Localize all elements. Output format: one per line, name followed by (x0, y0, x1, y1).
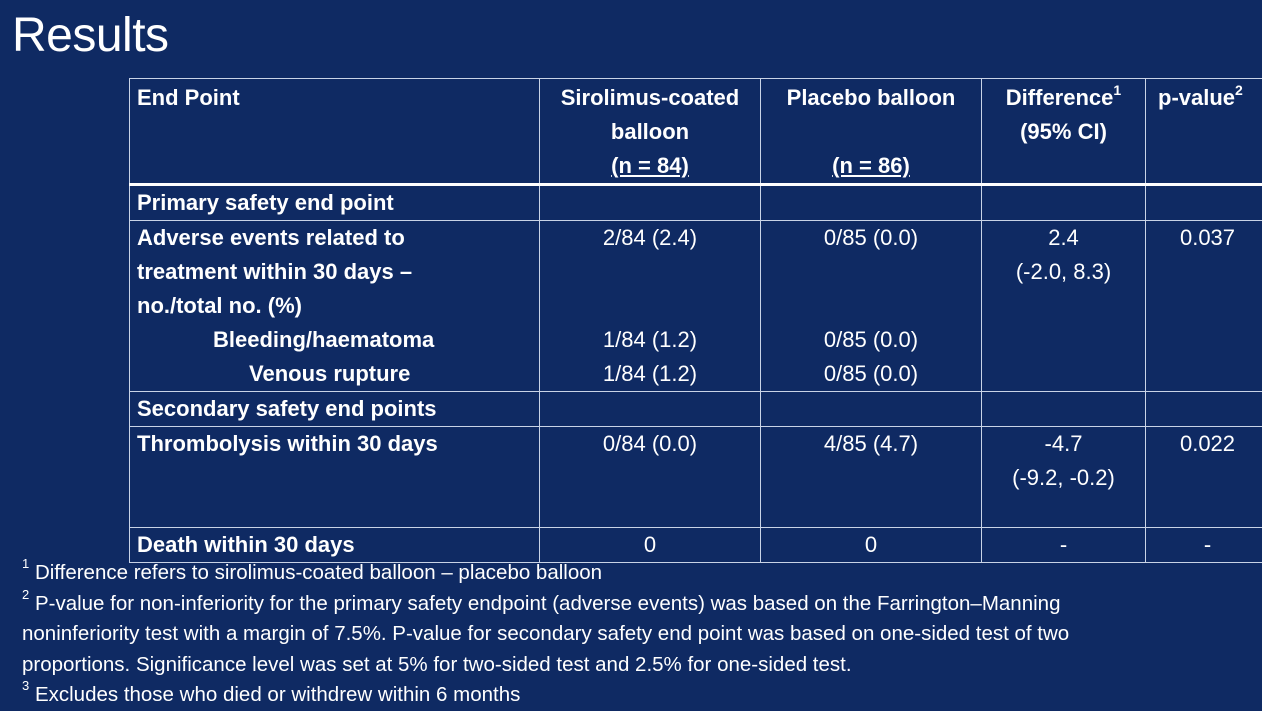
header-end-point: End Point (130, 79, 540, 185)
thrombolysis-scb-cell: 0/84 (0.0) (540, 427, 761, 528)
bleeding-label: Bleeding/haematoma (137, 323, 539, 357)
thrombolysis-p-cell: 0.022 (1146, 427, 1262, 528)
header-scb-line1: Sirolimus-coated (561, 85, 739, 110)
death-diff-cell: - (982, 528, 1146, 563)
venous-rupture-label: Venous rupture (137, 357, 539, 391)
header-pb-n: (n = 86) (832, 153, 910, 178)
header-diff-line1: Difference (1006, 85, 1114, 110)
table-row (130, 392, 1262, 427)
footnote-2: $^2$ P-value for non-inferiority for the primary safety endpoint (adverse events) was based on the Farrington–Manning (22, 589, 1252, 620)
adverse-scb-cell: 2/84 (2.4) 1/84 (1.2) 1/84 (1.2) (540, 221, 761, 392)
results-table (129, 78, 1262, 563)
header-placebo-balloon (761, 79, 982, 185)
death-pb-cell: 0 (761, 528, 982, 563)
primary-section-label: Primary safety end point (130, 185, 540, 221)
header-diff-line2: (95% CI) (1020, 119, 1107, 144)
footnote-3: $^3$ Excludes those who died or withdrew within 6 months (22, 680, 1252, 711)
secondary-section-label: Secondary safety end points (130, 392, 540, 427)
adverse-events-label: Adverse events related to treatment within 30 days – no./total no. (%) Bleeding/haematoma Venous rupture (130, 221, 540, 392)
adverse-p-cell: 0.037 (1146, 221, 1262, 392)
death-scb-cell: 0 (540, 528, 761, 563)
thrombolysis-diff-cell: -4.7 (-9.2, -0.2) (982, 427, 1146, 528)
header-pval-label: p-value (1158, 85, 1235, 110)
header-scb-line2: balloon (611, 119, 689, 144)
footnote-1: $^1$ Difference refers to sirolimus-coated balloon – placebo balloon (22, 558, 1252, 589)
footnotes (22, 558, 1252, 711)
thrombolysis-pb-cell: 4/85 (4.7) (761, 427, 982, 528)
adverse-diff-cell: 2.4 (-2.0, 8.3) (982, 221, 1146, 392)
table-row (130, 185, 1262, 221)
header-diff-sup: 1 (1113, 82, 1121, 98)
header-pval-sup: 2 (1235, 82, 1243, 98)
header-scb-n: (n = 84) (611, 153, 689, 178)
table-row (130, 427, 1262, 528)
footnote-2-line2: noninferiority test with a margin of 7.5%. P-value for secondary safety end point was based on one-sided test of two (22, 619, 1252, 650)
death-label: Death within 30 days (130, 528, 540, 563)
adverse-pb-cell: 0/85 (0.0) 0/85 (0.0) 0/85 (0.0) (761, 221, 982, 392)
thrombolysis-label: Thrombolysis within 30 days (130, 427, 540, 528)
header-pb-line1: Placebo balloon (787, 85, 956, 110)
table-header-row (130, 79, 1262, 185)
page-title: Results (12, 6, 169, 66)
header-p-value (1146, 79, 1262, 185)
footnote-2-line3: proportions. Significance level was set at 5% for two-sided test and 2.5% for one-sided test. (22, 650, 1252, 681)
table-row (130, 221, 1262, 392)
header-sirolimus-balloon (540, 79, 761, 185)
death-p-cell: - (1146, 528, 1262, 563)
header-difference (982, 79, 1146, 185)
